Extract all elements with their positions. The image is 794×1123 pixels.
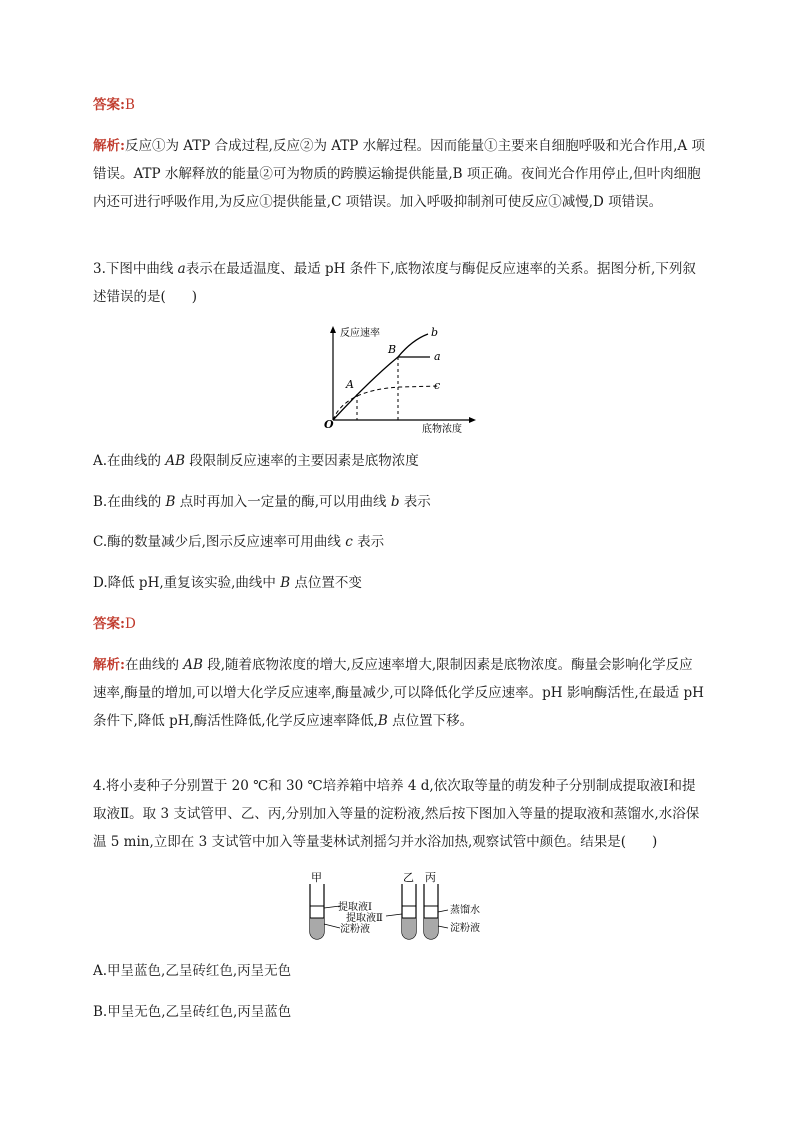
q3-enzyme-rate-figure bbox=[300, 322, 480, 434]
curve-c-label: c bbox=[434, 379, 441, 392]
q3-curve-a-ref: a bbox=[177, 261, 186, 277]
q4-test-tubes-figure bbox=[300, 870, 500, 944]
point-a-label: A bbox=[346, 378, 354, 391]
tube-bing bbox=[424, 884, 438, 939]
curve-a-label: a bbox=[434, 350, 441, 363]
option-text: A.在曲线的 bbox=[93, 453, 166, 469]
x-axis-arrow bbox=[469, 417, 476, 423]
curve-b bbox=[398, 334, 428, 357]
analysis-text: 段,随着底物浓度的增大,反应速率增大,限制因素是底物浓度。酶量会影响化学反应速率,酶量的增加,可以增大化学反应速率,酶量减少,可以降低化学反应速率。pH 影响酶活性,在最适 pH 条件下,降低 pH,酶活性降低,化学反应速率降低, bbox=[93, 657, 704, 729]
answer-label: 答案 bbox=[93, 616, 120, 632]
option-text: A.甲呈蓝色,乙呈砖红色,丙呈无色 bbox=[93, 963, 292, 979]
analysis-text: 在曲线的 bbox=[124, 657, 184, 673]
q4-stem-text: 4.将小麦种子分别置于 20 ℃和 30 ℃培养箱中培养 4 d,依次取等量的萌发种子分别制成提取液Ⅰ和提取液Ⅱ。取 3 支试管甲、乙、丙,分别加入等量的淀粉液,然后按下图加入等量的提取液和蒸馏水,水浴保温 5 min,立即在 3 支试管中加入等量斐林试剂摇匀并水浴加热,观察试管中颜色。结果是( bbox=[93, 778, 700, 850]
q4-option-a bbox=[93, 957, 705, 985]
q3-option-d bbox=[93, 569, 705, 597]
option-text: 表示 bbox=[352, 534, 385, 550]
extract-2-label: 提取液Ⅱ bbox=[346, 913, 383, 924]
option-text: 段限制反应速率的主要因素是底物浓度 bbox=[185, 453, 419, 469]
analysis-italic: AB bbox=[183, 657, 203, 673]
option-text: 点位置不变 bbox=[290, 575, 362, 591]
analysis-label: 解析 bbox=[93, 657, 120, 673]
y-axis-arrow bbox=[330, 326, 336, 333]
analysis-text: 反应①为 ATP 合成过程,反应②为 ATP 水解过程。因而能量①主要来自细胞呼吸和光合作用,A 项错误。ATP 水解释放的能量②可为物质的跨膜运输提供能量,B 项正确。夜间光合作用停止,但叶肉细胞内还可进行呼吸作用,为反应①提供能量,C 项错误。加入呼吸抑制剂可使反应①减慢,D 项错误。 bbox=[93, 138, 705, 210]
q3-stem-part: 表示在最适温度、最适 pH 条件下,底物浓度与酶促反应速率的关系。据图分析,下列叙述错误的是( bbox=[93, 261, 696, 305]
q3-option-c bbox=[93, 528, 705, 556]
tube-yi-label: 乙 bbox=[403, 871, 414, 884]
analysis-text: 点位置下移。 bbox=[387, 713, 474, 729]
option-text: B.甲呈无色,乙呈砖红色,丙呈蓝色 bbox=[93, 1004, 292, 1020]
tube-jia bbox=[310, 884, 324, 939]
option-text: 表示 bbox=[399, 494, 431, 510]
q3-option-a bbox=[93, 447, 705, 475]
q3-stem-close: ) bbox=[191, 289, 198, 305]
q3-option-b bbox=[93, 488, 705, 516]
q4-option-b bbox=[93, 998, 705, 1026]
tube-jia-label: 甲 bbox=[311, 871, 322, 884]
q3-analysis: 解析:在曲线的 AB 段,随着底物浓度的增大,反应速率增大,限制因素是底物浓度。酶量会影响化学反应速率,酶量的增加,可以增大化学反应速率,酶量减少,可以降低化学反应速率。pH 影响酶活性,在最适 pH 条件下,降低 pH,酶活性降低,化学反应速率降低,B 点位置下移。 bbox=[93, 657, 704, 729]
q2-analysis: 解析:反应①为 ATP 合成过程,反应②为 ATP 水解过程。因而能量①主要来自细胞呼吸和光合作用,A 项错误。ATP 水解释放的能量②可为物质的跨膜运输提供能量,B 项正确。夜间光合作用停止,但叶肉细胞内还可进行呼吸作用,为反应①提供能量,C 项错误。加入呼吸抑制剂可使反应①减慢,D 项错误。 bbox=[93, 138, 705, 210]
option-italic: c bbox=[345, 534, 353, 550]
option-italic: B bbox=[165, 494, 176, 510]
option-text: C.酶的数量减少后,图示反应速率可用曲线 bbox=[93, 534, 346, 550]
extract-1-label: 提取液Ⅰ bbox=[338, 902, 372, 913]
q4-stem-close: ) bbox=[652, 834, 658, 850]
answer-value: D bbox=[124, 616, 136, 632]
option-text: B.在曲线的 bbox=[93, 494, 166, 510]
option-italic: B bbox=[280, 575, 291, 591]
analysis-label: 解析 bbox=[93, 138, 120, 154]
q3-answer: 答案:D bbox=[93, 616, 136, 632]
option-text: 点时再加入一定量的酶,可以用曲线 bbox=[175, 494, 391, 510]
q4-stem bbox=[93, 772, 705, 856]
q2-answer: 答案:B bbox=[93, 97, 135, 113]
point-b-label: B bbox=[388, 343, 397, 356]
q3-stem-part: 3.下图中曲线 bbox=[93, 261, 178, 277]
analysis-italic: B bbox=[377, 713, 388, 729]
x-axis-label: 底物浓度 bbox=[422, 424, 462, 434]
option-text: D.降低 pH,重复该实验,曲线中 bbox=[93, 575, 281, 591]
option-italic: b bbox=[390, 494, 400, 510]
starch-left-label: 淀粉液 bbox=[340, 924, 370, 935]
y-axis-label: 反应速率 bbox=[340, 328, 380, 339]
leader-extract-2 bbox=[386, 914, 402, 916]
curve-b-label: b bbox=[431, 326, 439, 339]
leader-starch-left bbox=[324, 924, 340, 928]
tube-yi bbox=[402, 884, 416, 939]
option-italic: AB bbox=[165, 453, 186, 469]
answer-value: B bbox=[124, 97, 135, 113]
q3-stem bbox=[93, 255, 705, 311]
origin-label: O bbox=[324, 418, 334, 431]
tube-bing-label: 丙 bbox=[425, 871, 436, 884]
leader-water bbox=[438, 910, 448, 912]
starch-right-label: 淀粉液 bbox=[450, 923, 480, 934]
answer-label: 答案 bbox=[93, 97, 120, 113]
water-label: 蒸馏水 bbox=[450, 905, 480, 916]
leader-starch-right bbox=[438, 926, 448, 928]
